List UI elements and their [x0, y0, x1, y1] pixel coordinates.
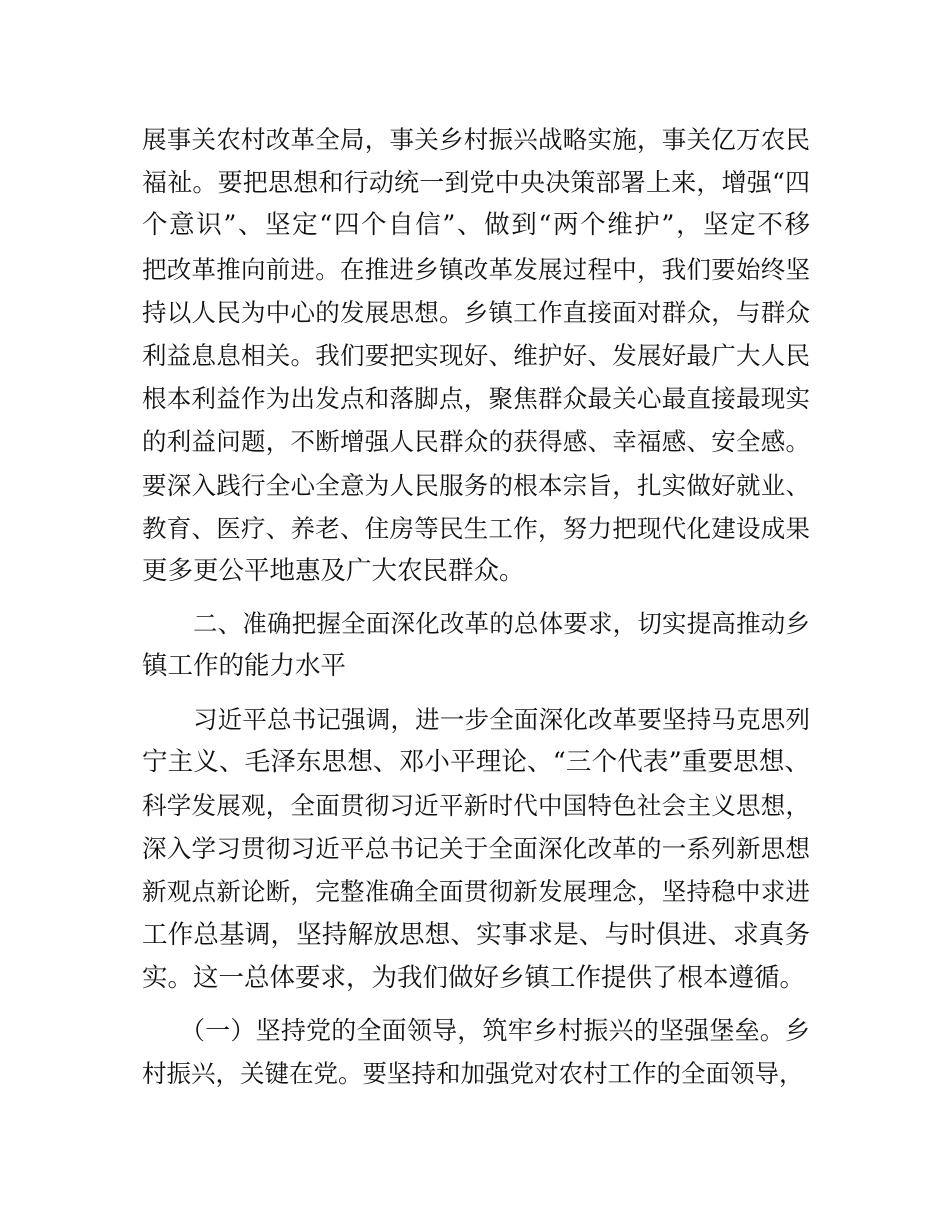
text-line: 宁主义、毛泽东思想、邓小平理论、“三个代表”重要思想、 [142, 746, 810, 777]
paragraph-gap [142, 689, 810, 698]
text-line: 实。这一总体要求，为我们做好乡镇工作提供了根本遵循。 [142, 962, 806, 993]
text-line: 村振兴，关键在党。要坚持和加强党对农村工作的全面领导， [142, 1059, 804, 1089]
text-line: 习近平总书记强调，进一步全面深化改革要坚持马克思列 [193, 704, 810, 734]
text-line: （一）坚持党的全面领导，筑牢乡村振兴的坚强堡垒。乡 [180, 1016, 810, 1046]
text-line: 福祉。要把思想和行动统一到党中央决策部署上来，增强“四 [142, 168, 810, 198]
paragraph-party-leadership [142, 1009, 810, 1095]
text-line: 新观点新论断，完整准确全面贯彻新发展理念，坚持稳中求进 [142, 877, 810, 907]
text-line: 工作总基调，坚持解放思想、实事求是、与时俱进、求真务 [142, 919, 810, 950]
section-heading-two [142, 602, 810, 688]
text-line: 把改革推向前进。在推进乡镇改革发展过程中，我们要始终坚 [142, 254, 810, 284]
document-page [142, 118, 810, 1095]
text-line: 更多更公平地惠及广大农民群众。 [142, 556, 525, 587]
paragraph-gap [142, 1000, 810, 1009]
text-line: 的利益问题，不断增强人民群众的获得感、幸福感、安全感。 [142, 427, 810, 457]
text-line: 科学发展观，全面贯彻习近平新时代中国特色社会主义思想， [142, 791, 810, 821]
text-line: 展事关农村改革全局，事关乡村振兴战略实施，事关亿万农民 [142, 125, 810, 154]
text-line: 深入学习贯彻习近平总书记关于全面深化改革的一系列新思想 [142, 834, 810, 864]
text-line: 根本利益作为出发点和落脚点，聚焦群众最关心最直接最现实 [142, 384, 810, 414]
paragraph-rural-reform-welfare [142, 118, 810, 593]
text-line: 镇工作的能力水平 [142, 651, 347, 682]
text-line: 个意识”、坚定“四个自信”、做到“两个维护”，坚定不移 [142, 210, 810, 241]
text-line: 要深入践行全心全意为人民服务的根本宗旨，扎实做好就业、 [142, 470, 810, 500]
text-line: 二、准确把握全面深化改革的总体要求，切实提高推动乡 [193, 609, 810, 639]
paragraph-overall-requirements [142, 698, 810, 1000]
paragraph-gap [142, 593, 810, 602]
text-line: 利益息息相关。我们要把实现好、维护好、发展好最广大人民 [142, 341, 810, 371]
text-line: 持以人民为中心的发展思想。乡镇工作直接面对群众，与群众 [142, 297, 810, 327]
text-line: 教育、医疗、养老、住房等民生工作，努力把现代化建设成果 [142, 513, 810, 543]
